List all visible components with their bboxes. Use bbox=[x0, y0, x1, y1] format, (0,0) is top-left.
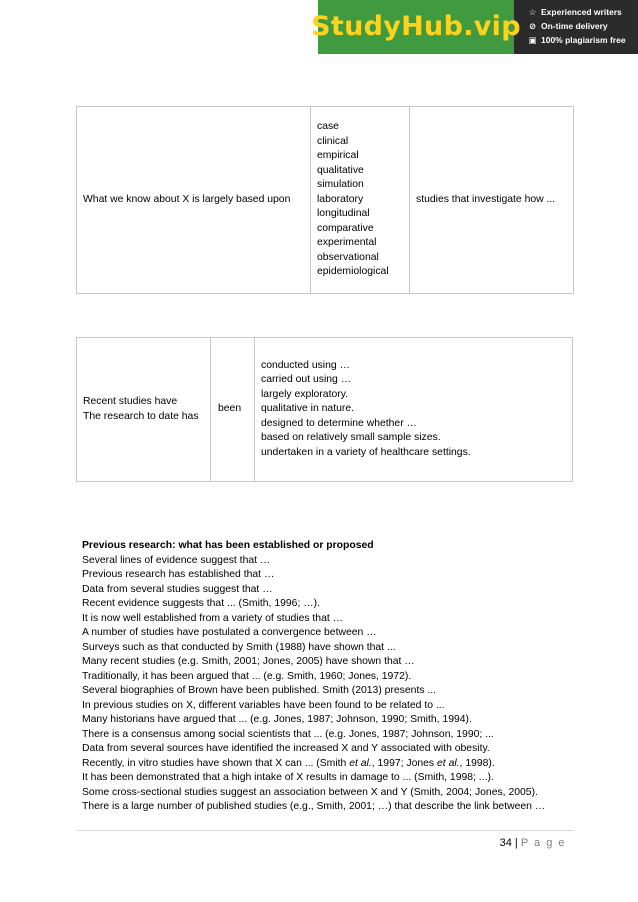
phrase-line: Some cross-sectional studies suggest an association between X and Y (Smith, 2004; Jones, 2005). bbox=[82, 786, 538, 798]
option-item: clinical bbox=[317, 135, 349, 147]
option-item: longitudinal bbox=[317, 208, 370, 220]
previous-research-section bbox=[82, 539, 582, 815]
phrase-line: A number of studies have postulated a convergence between … bbox=[82, 627, 377, 638]
document-icon: ▣ bbox=[528, 35, 537, 45]
footer-divider bbox=[76, 830, 574, 831]
subject-item: Recent studies have bbox=[83, 396, 178, 407]
table-cell-tail: studies that investigate how ... bbox=[410, 107, 574, 294]
phrase-line: It is now well established from a variety of studies that … bbox=[82, 612, 344, 624]
option-item: simulation bbox=[317, 179, 364, 191]
phrase-line: Several biographies of Brown have been published. Smith (2013) presents ... bbox=[82, 685, 437, 696]
ending-item: largely exploratory. bbox=[261, 388, 349, 400]
table-cell-lead: What we know about X is largely based upon bbox=[77, 107, 311, 294]
phrase-line: Traditionally, it has been argued that ... (e.g. Smith, 1960; Jones, 1972). bbox=[82, 670, 412, 682]
phrase-table-recent-studies bbox=[76, 337, 573, 482]
phrase-line: There is a large number of published studies (e.g., Smith, 2001; …) that describe the link between … bbox=[82, 801, 546, 812]
ending-item: carried out using … bbox=[261, 374, 352, 386]
option-item: laboratory bbox=[317, 193, 364, 205]
section-heading: Previous research: what has been established or proposed bbox=[82, 540, 374, 551]
ending-item: undertaken in a variety of healthcare settings. bbox=[261, 446, 471, 458]
table-row bbox=[77, 338, 573, 482]
phrase-line: Recent evidence suggests that ... (Smith, 1996; …). bbox=[82, 598, 320, 609]
studyhub-logo[interactable]: StudyHub.vip bbox=[318, 0, 514, 54]
feature-text: Experienced writers bbox=[541, 7, 622, 17]
phrase-line: Data from several studies suggest that … bbox=[82, 583, 273, 595]
phrase-table-largely-based bbox=[76, 106, 574, 294]
phrase-line: Several lines of evidence suggest that … bbox=[82, 554, 271, 566]
ending-item: qualitative in nature. bbox=[261, 403, 354, 415]
phrase-line: Many recent studies (e.g. Smith, 2001; Jones, 2005) have shown that … bbox=[82, 656, 415, 667]
phrase-line: Many historians have argued that ... (e.g. Jones, 1987; Johnson, 1990; Smith, 1994). bbox=[82, 714, 472, 725]
option-item: comparative bbox=[317, 222, 374, 234]
page-number-value: 34 bbox=[499, 837, 512, 849]
feature-text: 100% plagiarism free bbox=[541, 35, 626, 45]
phrase-line: It has been demonstrated that a high intake of X results in damage to ... (Smith, 1998; ...). bbox=[82, 772, 494, 783]
feature-item bbox=[528, 5, 626, 19]
page-number bbox=[500, 836, 566, 851]
option-item: experimental bbox=[317, 237, 377, 249]
option-item: observational bbox=[317, 251, 379, 263]
option-item: empirical bbox=[317, 150, 359, 162]
option-item: epidemiological bbox=[317, 266, 389, 278]
phrase-line: Data from several sources have identified the increased X and Y associated with obesity. bbox=[82, 743, 490, 754]
page-label: P a g e bbox=[520, 837, 566, 849]
table-cell-verb: been bbox=[211, 338, 255, 482]
feature-item bbox=[528, 19, 626, 33]
phrase-line: Previous research has established that … bbox=[82, 569, 275, 580]
option-item: case bbox=[317, 121, 339, 133]
feature-text: On-time delivery bbox=[541, 21, 608, 31]
table-cell-subjects bbox=[77, 338, 211, 482]
phrase-line: Surveys such as that conducted by Smith (1988) have shown that ... bbox=[82, 641, 396, 653]
feature-item bbox=[528, 33, 626, 47]
studyhub-banner bbox=[311, 0, 638, 54]
page-number-separator: | bbox=[514, 837, 518, 849]
subject-item: The research to date has bbox=[83, 410, 199, 422]
ending-item: conducted using … bbox=[261, 359, 350, 371]
table-cell-options bbox=[311, 107, 410, 294]
table-row bbox=[77, 107, 574, 294]
star-icon: ☆ bbox=[528, 7, 537, 17]
option-item: qualitative bbox=[317, 164, 364, 176]
ending-item: based on relatively small sample sizes. bbox=[261, 432, 441, 444]
phrase-line: Recently, in vitro studies have shown that X can ... (Smith et al., 1997; Jones et al., 1998). bbox=[82, 757, 495, 769]
table-cell-endings bbox=[255, 338, 573, 482]
phrase-line: In previous studies on X, different variables have been found to be related to ... bbox=[82, 699, 445, 711]
ending-item: designed to determine whether … bbox=[261, 417, 417, 429]
banner-features bbox=[514, 0, 626, 54]
clock-icon: ⊘ bbox=[528, 21, 537, 31]
phrase-line: There is a consensus among social scientists that ... (e.g. Jones, 1987; Johnson, 1990; ... bbox=[82, 728, 494, 740]
